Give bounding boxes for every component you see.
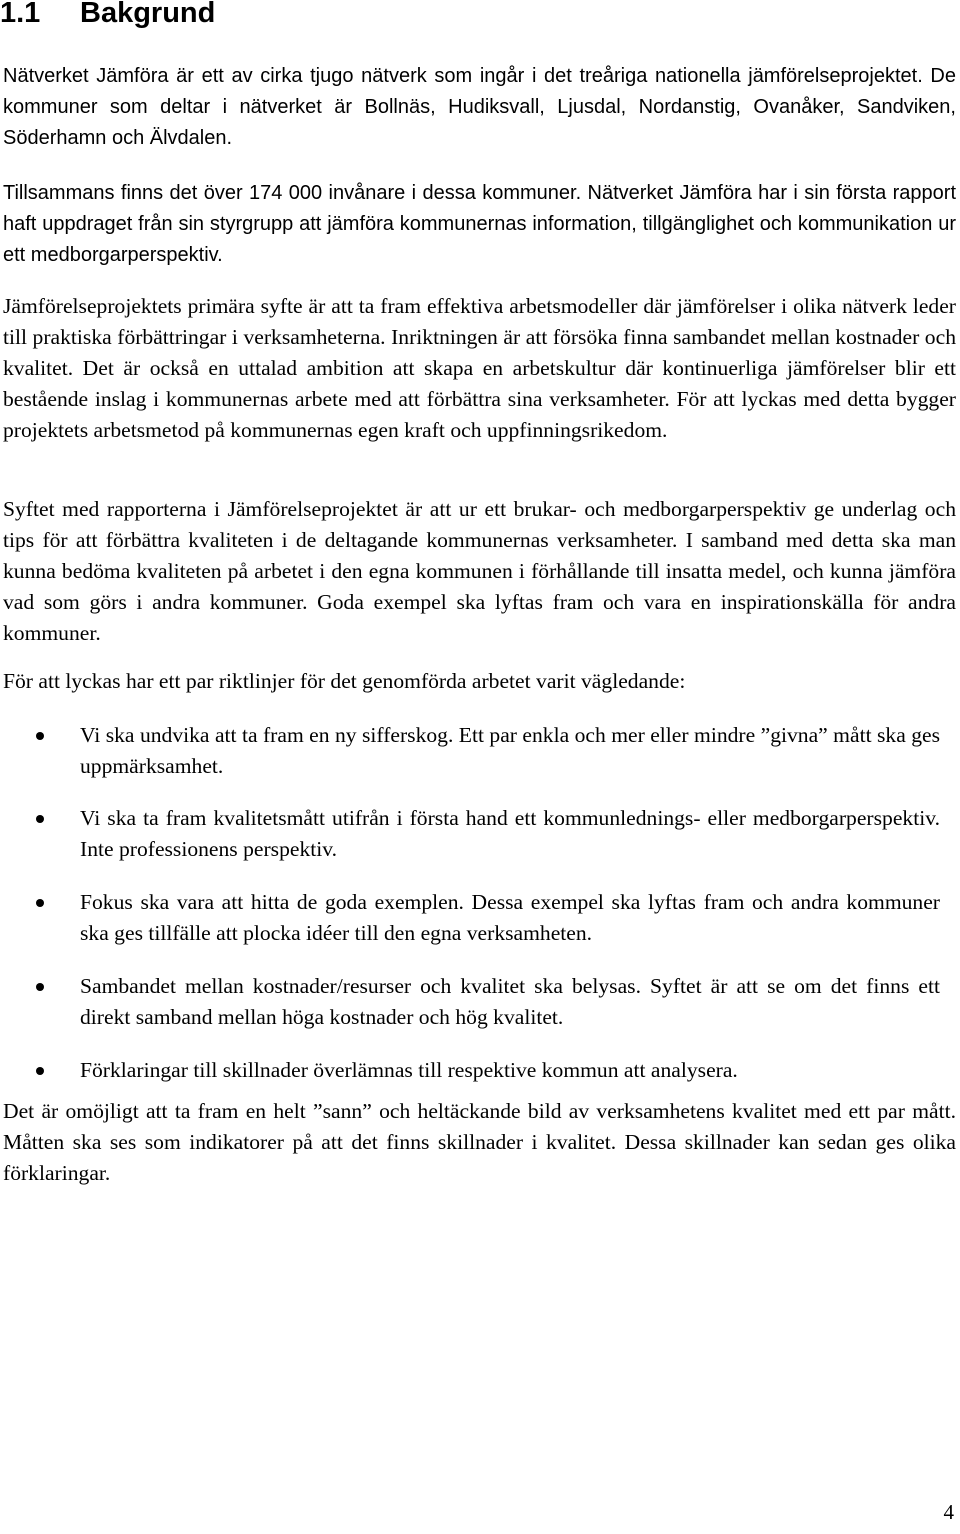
bullet-icon [36, 983, 44, 991]
list-item-text: Vi ska ta fram kvalitetsmått utifrån i första hand ett kommunlednings- eller medborgarperspektiv. Inte professionens perspektiv. [80, 806, 940, 861]
bullet-icon [36, 732, 44, 740]
list-item-text: Förklaringar till skillnader överlämnas till respektive kommun att analysera. [80, 1058, 738, 1082]
list-item-text: Sambandet mellan kostnader/resurser och kvalitet ska belysas. Syftet är att se om det finns ett direkt samband mellan höga kostnader och hög kvalitet. [80, 974, 940, 1029]
section-title: Bakgrund [80, 0, 216, 29]
bullet-icon [36, 1067, 44, 1075]
paragraph-report-purpose: Syftet med rapporterna i Jämförelseprojektet är att ur ett brukar- och medborgarperspektiv ge underlag och tips för att förbättra kvaliteten i de deltagande kommunernas verksamheter. I samband med detta ska man kunna bedöma kvaliteten på arbetet i den egna kommunen i förhållande till insatta medel, och kunna jämföra vad som görs i andra kommuner. Goda exempel ska lyftas fram och vara en inspirationskälla för andra kommuner. [3, 497, 956, 645]
list-item-text: Fokus ska vara att hitta de goda exemplen. Dessa exempel ska lyftas fram och andra kommuner ska ges tillfälle att plocka idéer till den egna verksamheten. [80, 890, 940, 945]
paragraph-guidelines-intro: För att lyckas har ett par riktlinjer för det genomförda arbetet varit vägledande: [3, 669, 686, 693]
bullet-icon [36, 815, 44, 823]
list-item-text: Vi ska undvika att ta fram en ny sifferskog. Ett par enkla och mer eller mindre ”givna” mått ska ges uppmärksamhet. [80, 723, 940, 778]
paragraph-closing: Det är omöjligt att ta fram en helt ”sann” och heltäckande bild av verksamhetens kvalitet med ett par mått. Måtten ska ses som indikatorer på att det finns skillnader i kvalitet. Dessa skillnader kan sedan ges olika förklaringar. [3, 1099, 956, 1185]
paragraph-network-intro: Nätverket Jämföra är ett av cirka tjugo nätverk som ingår i det treåriga nationella jämförelseprojektet. De kommuner som deltar i nätverket är Bollnäs, Hudiksvall, Ljusdal, Nordanstig, Ovanåker, Sandviken, Söderhamn och Älvdalen. [3, 65, 956, 149]
paragraph-project-purpose: Jämförelseprojektets primära syfte är att ta fram effektiva arbetsmodeller där jämförelser i olika nätverk leder till praktiska förbättringar i verksamheterna. Inriktningen är att försöka finna sambandet mellan kostnader och kvalitet. Det är också en uttalad ambition att skapa en arbetskultur där kontinuerliga jämförelser blir ett bestående inslag i kommunernas arbete med att förbättra sina verksamheter. För att lyckas med detta bygger projektets arbetsmetod på kommunernas egen kraft och uppfinningsrikedom. [3, 294, 956, 442]
bullet-icon [36, 899, 44, 907]
section-heading [0, 0, 215, 30]
section-number: 1.1 [0, 0, 41, 29]
page-number: 4 [943, 1500, 954, 1524]
paragraph-inhabitants: Tillsammans finns det över 174 000 invånare i dessa kommuner. Nätverket Jämföra har i sin första rapport haft uppdraget från sin styrgrupp att jämföra kommunernas information, tillgänglighet och kommunikation ur ett medborgarperspektiv. [3, 182, 956, 266]
